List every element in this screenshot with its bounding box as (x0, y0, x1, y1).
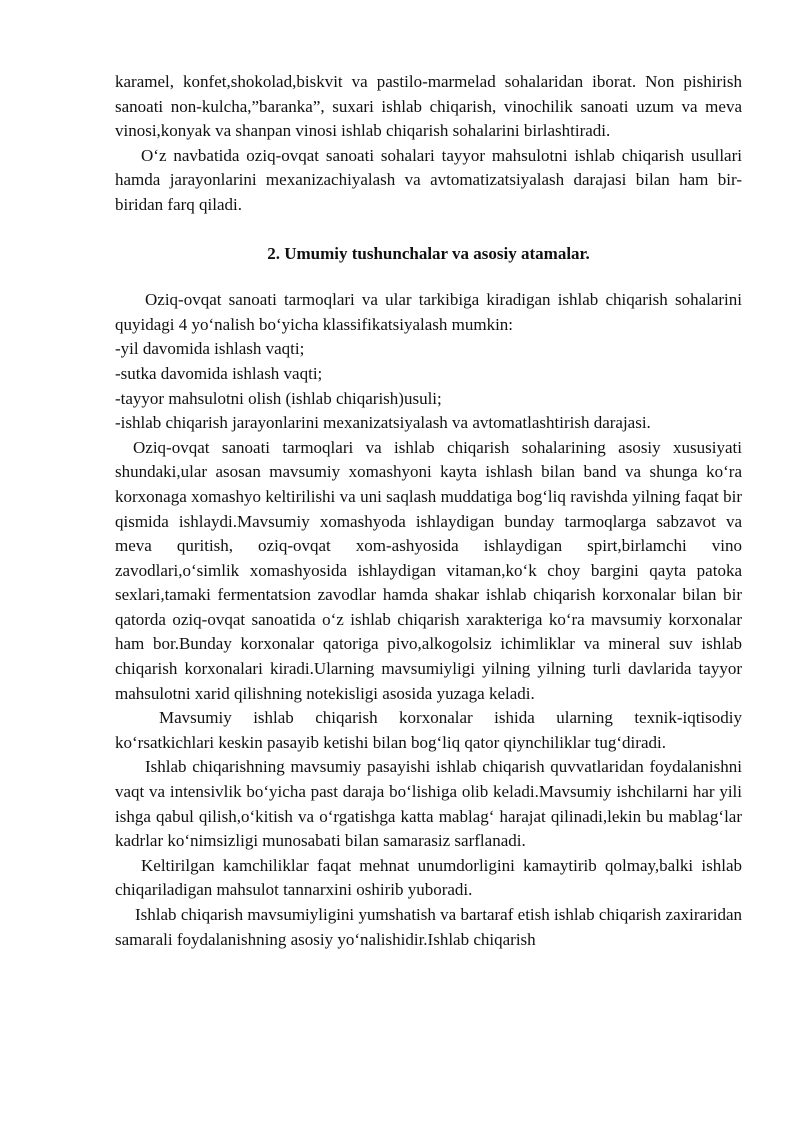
list-item: -yil davomida ishlash vaqti; (115, 339, 305, 359)
paragraph-mitigation: Ishlab chiqarish mavsumiyligini yumshatish va bartaraf etish ishlab chiqarish zaxiraridan samarali foydalanishning asosiy yo‘nalishidir.Ishlab chiqarish (115, 905, 742, 949)
paragraph-classification: Oziq-ovqat sanoati tarmoqlari va ular tarkibiga kiradigan ishlab chiqarish sohalarini quyidagi 4 yo‘nalish bo‘yicha klassifikatsiyalash mumkin: (115, 290, 742, 334)
document-page (115, 70, 742, 952)
paragraph-mechanization: O‘z navbatida oziq-ovqat sanoati sohalari tayyor mahsulotni ishlab chiqarish usullari hamda jarayonlarini mexanizachiyalash va avtomatizatsiyalash darajasi bilan ham bir-biridan farq qiladi. (115, 145, 742, 214)
list-item: -tayyor mahsulotni olish (ishlab chiqarish)usuli; (115, 388, 442, 408)
paragraph-shortcomings: Keltirilgan kamchiliklar faqat mehnat unumdorligini kamaytirib qolmay,balki ishlab chiqariladigan mahsulot tannarxini oshirib yuboradi. (115, 855, 742, 900)
paragraph-seasonal-features: Oziq-ovqat sanoati tarmoqlari va ishlab chiqarish sohalarining asosiy xususiyati shundaki,ular asosan mavsumiy xomashyoni kayta ishlash bilan band va shunga ko‘ra korxonaga xomashyo keltirilishi va uni saqlash muddatiga bog‘liq ravishda yilning faqat bir qismida ishlaydi.Mavsumiy xomashyoda ishlaydigan bunday tarmoqlarga sabzavot va meva quritish, oziq-ovqat xom-ashyosida ishlaydigan spirt,birlamchi vino zavodlari,o‘simlik xomashyosida ishlaydigan vitaman,ko‘k choy bargini qayta patoka sexlari,tamaki fermentatsion zavodlar hamda shakar ishlab chiqarish korxonalar bilan bir qatorda oziq-ovqat sanoatida o‘z ishlab chiqarish xarakteriga ko‘ra mavsumiy korxonalar ham bor.Bunday korxonalar qatoriga pivo,alkogolsiz ichimliklar va mineral suv ishlab chiqarish korxonalari kiradi.Ularning mavsumiyligi yilning yilning turli davlarida tayyor mahsulotni xarid qilishning notekisligi asosida yuzaga keladi. (115, 437, 742, 703)
paragraph-intro-continued: karamel, konfet,shokolad,biskvit va pastilo-marmelad sohalaridan iborat. Non pishirish sanoati non-kulcha,”baranka”, suxari ishlab chiqarish, vinochilik sanoati uzum va meva vinosi,konyak va shanpan vinosi ishlab chiqarish sohalarini birlashtiradi. (115, 72, 742, 141)
section-heading: 2. Umumiy tushunchalar va asosiy atamalar. (267, 243, 590, 263)
paragraph-capacity-decline: Ishlab chiqarishning mavsumiy pasayishi ishlab chiqarish quvvatlaridan foydalanishni vaqt va intensivlik bo‘yicha past daraja bo‘lishiga olib keladi.Mavsumiy ishchilarni har yili ishga qabul qilish,o‘kitish va o‘rgatishga katta mablag‘ harajat qilinadi,lekin bu mablag‘lar kadrlar ko‘nimsizligi munosabati bilan samarasiz sarflanadi. (115, 757, 742, 851)
list-item: -sutka davomida ishlash vaqti; (115, 363, 323, 383)
paragraph-seasonal-difficulties: Mavsumiy ishlab chiqarish korxonalar ishida ularning texnik-iqtisodiy ko‘rsatkichlari keskin pasayib ketishi bilan bog‘liq qator qiynchiliklar tug‘diradi. (115, 708, 742, 752)
list-item: -ishlab chiqarish jarayonlarini mexanizatsiyalash va avtomatlashtirish darajasi. (115, 413, 651, 433)
